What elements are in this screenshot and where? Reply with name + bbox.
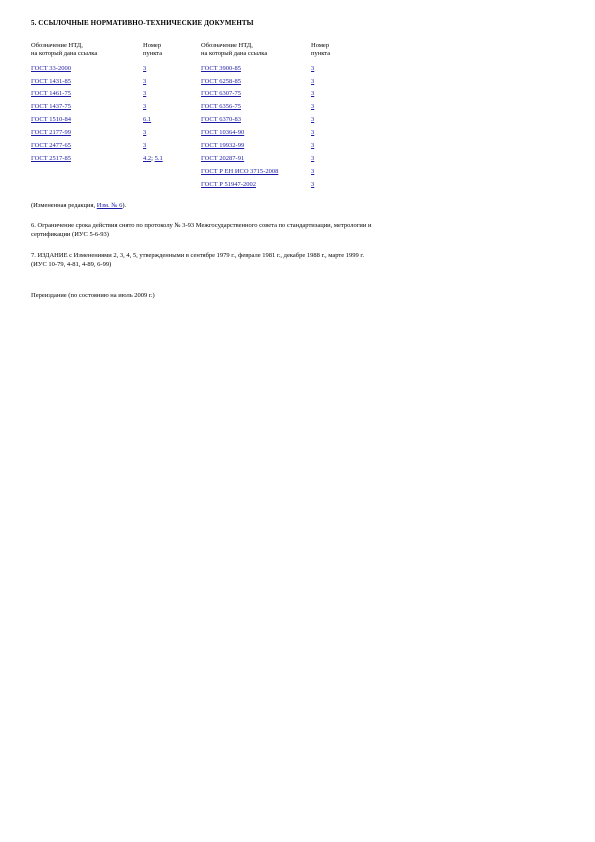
- doc-link[interactable]: ГОСТ 1461-75: [31, 90, 71, 97]
- header-num-left: [143, 42, 162, 58]
- paragraph-6-line1: 6. Ограничение срока действия снято по протоколу № 3-93 Межгосударственного совета по стандартизации, метрологии и: [31, 222, 372, 229]
- header-doc-right: [201, 42, 267, 58]
- revision-note-prefix: (Измененная редакция,: [31, 202, 96, 209]
- header-num-line1: Номер: [143, 42, 162, 49]
- item-link[interactable]: 3: [143, 65, 147, 72]
- section-title: 5. ССЫЛОЧНЫЕ НОРМАТИВНО-ТЕХНИЧЕСКИЕ ДОКУМЕНТЫ: [31, 19, 254, 27]
- doc-link[interactable]: ГОСТ 6258-85: [201, 78, 241, 85]
- doc-link[interactable]: ГОСТ 1437-75: [31, 103, 71, 110]
- paragraph-7: [31, 251, 364, 269]
- item-link[interactable]: 3: [311, 103, 315, 110]
- header-doc-left: [31, 42, 97, 58]
- item-link[interactable]: 3: [311, 155, 315, 162]
- amendment-link[interactable]: Изм. № 6: [96, 202, 123, 209]
- item-link[interactable]: 3: [311, 181, 315, 188]
- header-doc-line1: Обозначение НТД,: [31, 42, 83, 49]
- item-links: 4.2; 5.1: [143, 155, 163, 162]
- doc-link[interactable]: ГОСТ 20287-91: [201, 155, 245, 162]
- header-num-right: [311, 42, 330, 58]
- header-doc-line1: Обозначение НТД,: [201, 42, 253, 49]
- item-link[interactable]: 3: [311, 90, 315, 97]
- header-doc-line2: на который дана ссылка: [31, 50, 98, 57]
- item-link[interactable]: 3: [143, 142, 147, 149]
- item-link[interactable]: 3: [143, 103, 147, 110]
- doc-link[interactable]: ГОСТ 1431-85: [31, 78, 71, 85]
- revision-note-suffix: ).: [122, 202, 127, 209]
- doc-link[interactable]: ГОСТ Р ЕН ИСО 3715-2008: [201, 168, 279, 175]
- doc-link[interactable]: ГОСТ 10364-90: [201, 129, 245, 136]
- doc-link[interactable]: ГОСТ 2517-85: [31, 155, 71, 162]
- item-link[interactable]: 6.1: [143, 116, 152, 123]
- paragraph-6: [31, 221, 371, 239]
- doc-link[interactable]: ГОСТ 19932-99: [201, 142, 245, 149]
- item-link[interactable]: 3: [143, 90, 147, 97]
- item-link[interactable]: 3: [143, 129, 147, 136]
- doc-link[interactable]: ГОСТ 33-2000: [31, 65, 71, 72]
- paragraph-7-line1: 7. ИЗДАНИЕ с Изменениями 2, 3, 4, 5, утвержденными в сентябре 1979 г., феврале 1981 г., декабре 1988 г., марте 1999 г.: [31, 252, 364, 259]
- doc-link[interactable]: ГОСТ 2477-65: [31, 142, 71, 149]
- doc-link[interactable]: ГОСТ 3900-85: [201, 65, 241, 72]
- item-link[interactable]: 3: [311, 129, 315, 136]
- item-link[interactable]: 5.1: [154, 155, 163, 162]
- item-link[interactable]: 3: [311, 78, 315, 85]
- item-link[interactable]: 4.2: [143, 155, 152, 162]
- paragraph-7-line2: (ИУС 10-79, 4-81, 4-89, 6-99): [31, 261, 112, 268]
- item-link[interactable]: 3: [311, 65, 315, 72]
- item-link[interactable]: 3: [311, 168, 315, 175]
- item-link[interactable]: 3: [311, 142, 315, 149]
- item-link[interactable]: 3: [143, 78, 147, 85]
- header-num-line1: Номер: [311, 42, 330, 49]
- doc-link[interactable]: ГОСТ 6370-83: [201, 116, 241, 123]
- doc-link[interactable]: ГОСТ 6307-75: [201, 90, 241, 97]
- doc-link[interactable]: ГОСТ Р 51947-2002: [201, 181, 256, 188]
- reissue-note: Переиздание (по состоянию на июль 2009 г.): [31, 292, 155, 299]
- header-doc-line2: на который дана ссылка: [201, 50, 268, 57]
- header-num-line2: пункта: [143, 50, 163, 57]
- header-num-line2: пункта: [311, 50, 331, 57]
- revision-note: [31, 201, 126, 210]
- doc-link[interactable]: ГОСТ 1510-84: [31, 116, 71, 123]
- doc-link[interactable]: ГОСТ 2177-99: [31, 129, 71, 136]
- doc-link[interactable]: ГОСТ 6356-75: [201, 103, 241, 110]
- item-link[interactable]: 3: [311, 116, 315, 123]
- paragraph-6-line2: сертификации (ИУС 5-6-93): [31, 231, 109, 238]
